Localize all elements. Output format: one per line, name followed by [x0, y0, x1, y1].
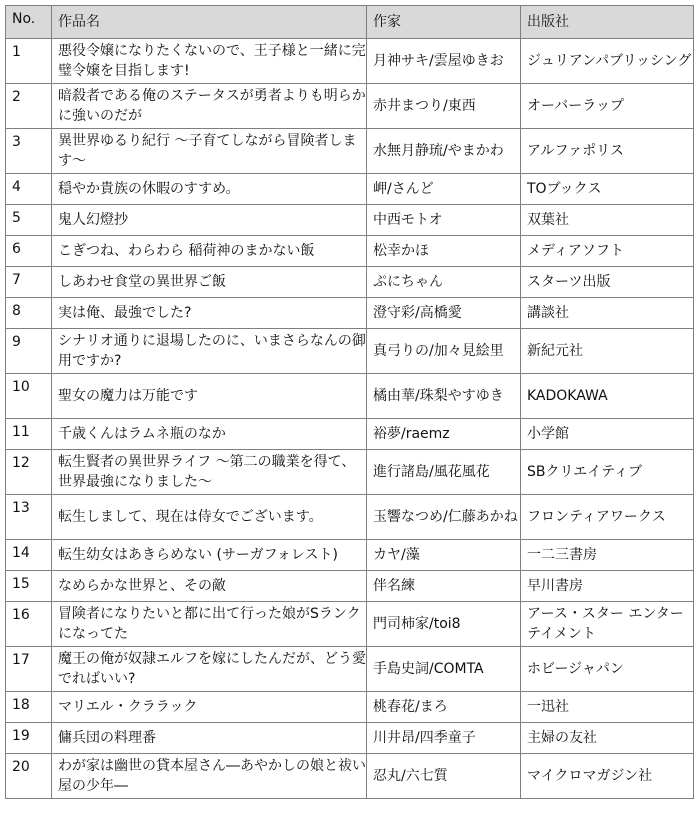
- row-publisher: 小学館: [521, 419, 694, 450]
- row-number: 16: [6, 602, 52, 647]
- row-title: 転生しまして、現在は侍女でございます。: [52, 495, 367, 540]
- row-author: 月神サキ/雲屋ゆきお: [367, 39, 521, 84]
- table-row: [6, 692, 694, 723]
- table-row: [6, 298, 694, 329]
- row-number: 11: [6, 419, 52, 450]
- row-number: 4: [6, 174, 52, 205]
- table-row: [6, 571, 694, 602]
- row-title: しあわせ食堂の異世界ご飯: [52, 267, 367, 298]
- row-title: 魔王の俺が奴隷エルフを嫁にしたんだが、どう愛でればいい?: [52, 647, 367, 692]
- row-title: わが家は幽世の貸本屋さん―あやかしの娘と祓い屋の少年―: [52, 754, 367, 799]
- row-title: 冒険者になりたいと都に出て行った娘がSランクになってた: [52, 602, 367, 647]
- row-number: 15: [6, 571, 52, 602]
- row-number: 19: [6, 723, 52, 754]
- row-author: 進行諸島/風花風花: [367, 450, 521, 495]
- row-publisher: オーバーラップ: [521, 84, 694, 129]
- row-number: 17: [6, 647, 52, 692]
- table-body: [6, 39, 694, 799]
- ranking-table: [5, 5, 694, 799]
- row-author: 手島史詞/COMTA: [367, 647, 521, 692]
- table-row: [6, 723, 694, 754]
- row-title: 傭兵団の料理番: [52, 723, 367, 754]
- row-title: 聖女の魔力は万能です: [52, 374, 367, 419]
- table-row: [6, 205, 694, 236]
- row-author: 澄守彩/高橋愛: [367, 298, 521, 329]
- row-author: カヤ/藻: [367, 540, 521, 571]
- row-author: ぷにちゃん: [367, 267, 521, 298]
- row-author: 忍丸/六七質: [367, 754, 521, 799]
- row-number: 18: [6, 692, 52, 723]
- row-title: 実は俺、最強でした?: [52, 298, 367, 329]
- row-publisher: フロンティアワークス: [521, 495, 694, 540]
- table-row: [6, 329, 694, 374]
- row-author: 水無月静琉/やまかわ: [367, 129, 521, 174]
- row-publisher: KADOKAWA: [521, 374, 694, 419]
- row-publisher: TOブックス: [521, 174, 694, 205]
- row-publisher: 新紀元社: [521, 329, 694, 374]
- table-row: [6, 267, 694, 298]
- row-number: 20: [6, 754, 52, 799]
- table-row: [6, 374, 694, 419]
- row-title: 転生賢者の異世界ライフ ～第二の職業を得て、世界最強になりました～: [52, 450, 367, 495]
- row-title: 暗殺者である俺のステータスが勇者よりも明らかに強いのだが: [52, 84, 367, 129]
- row-publisher: ホビージャパン: [521, 647, 694, 692]
- table-row: [6, 84, 694, 129]
- row-number: 1: [6, 39, 52, 84]
- row-publisher: メディアソフト: [521, 236, 694, 267]
- row-author: 橘由華/珠梨やすゆき: [367, 374, 521, 419]
- row-title: 悪役令嬢になりたくないので、王子様と一緒に完璧令嬢を目指します!: [52, 39, 367, 84]
- row-title: なめらかな世界と、その敵: [52, 571, 367, 602]
- header-row: [6, 6, 694, 39]
- row-author: 門司柿家/toi8: [367, 602, 521, 647]
- row-publisher: アース・スター エンターテイメント: [521, 602, 694, 647]
- row-title: 穏やか貴族の休暇のすすめ。: [52, 174, 367, 205]
- row-title: こぎつね、わらわら 稲荷神のまかない飯: [52, 236, 367, 267]
- table-row: [6, 450, 694, 495]
- row-number: 8: [6, 298, 52, 329]
- row-publisher: 一二三書房: [521, 540, 694, 571]
- row-author: 川井昂/四季童子: [367, 723, 521, 754]
- row-publisher: 講談社: [521, 298, 694, 329]
- row-publisher: 主婦の友社: [521, 723, 694, 754]
- row-number: 13: [6, 495, 52, 540]
- header-author: 作家: [367, 6, 521, 39]
- row-title: 転生幼女はあきらめない (サーガフォレスト): [52, 540, 367, 571]
- row-author: 松幸かほ: [367, 236, 521, 267]
- row-author: 伴名練: [367, 571, 521, 602]
- row-number: 5: [6, 205, 52, 236]
- row-publisher: SBクリエイティブ: [521, 450, 694, 495]
- table-row: [6, 236, 694, 267]
- row-number: 7: [6, 267, 52, 298]
- header-publisher: 出版社: [521, 6, 694, 39]
- row-author: 玉響なつめ/仁藤あかね: [367, 495, 521, 540]
- row-author: 中西モトオ: [367, 205, 521, 236]
- row-publisher: 双葉社: [521, 205, 694, 236]
- row-number: 9: [6, 329, 52, 374]
- row-title: 異世界ゆるり紀行 ～子育てしながら冒険者します～: [52, 129, 367, 174]
- row-number: 6: [6, 236, 52, 267]
- row-number: 3: [6, 129, 52, 174]
- row-publisher: アルファポリス: [521, 129, 694, 174]
- table-row: [6, 754, 694, 799]
- table-row: [6, 39, 694, 84]
- row-author: 真弓りの/加々見絵里: [367, 329, 521, 374]
- row-number: 12: [6, 450, 52, 495]
- row-author: 赤井まつり/東西: [367, 84, 521, 129]
- row-title: 千歳くんはラムネ瓶のなか: [52, 419, 367, 450]
- table-row: [6, 540, 694, 571]
- row-title: マリエル・クララック: [52, 692, 367, 723]
- table-row: [6, 174, 694, 205]
- row-author: 裕夢/raemz: [367, 419, 521, 450]
- header-no: No.: [6, 6, 52, 39]
- row-publisher: マイクロマガジン社: [521, 754, 694, 799]
- table-row: [6, 602, 694, 647]
- row-author: 桃春花/まろ: [367, 692, 521, 723]
- row-publisher: 早川書房: [521, 571, 694, 602]
- table-row: [6, 495, 694, 540]
- row-author: 岬/さんど: [367, 174, 521, 205]
- row-title: 鬼人幻燈抄: [52, 205, 367, 236]
- row-number: 10: [6, 374, 52, 419]
- row-publisher: ジュリアンパブリッシング: [521, 39, 694, 84]
- row-publisher: スターツ出版: [521, 267, 694, 298]
- row-title: シナリオ通りに退場したのに、いまさらなんの御用ですか?: [52, 329, 367, 374]
- header-title: 作品名: [52, 6, 367, 39]
- row-number: 14: [6, 540, 52, 571]
- row-number: 2: [6, 84, 52, 129]
- table-row: [6, 129, 694, 174]
- table-row: [6, 419, 694, 450]
- table-row: [6, 647, 694, 692]
- row-publisher: 一迅社: [521, 692, 694, 723]
